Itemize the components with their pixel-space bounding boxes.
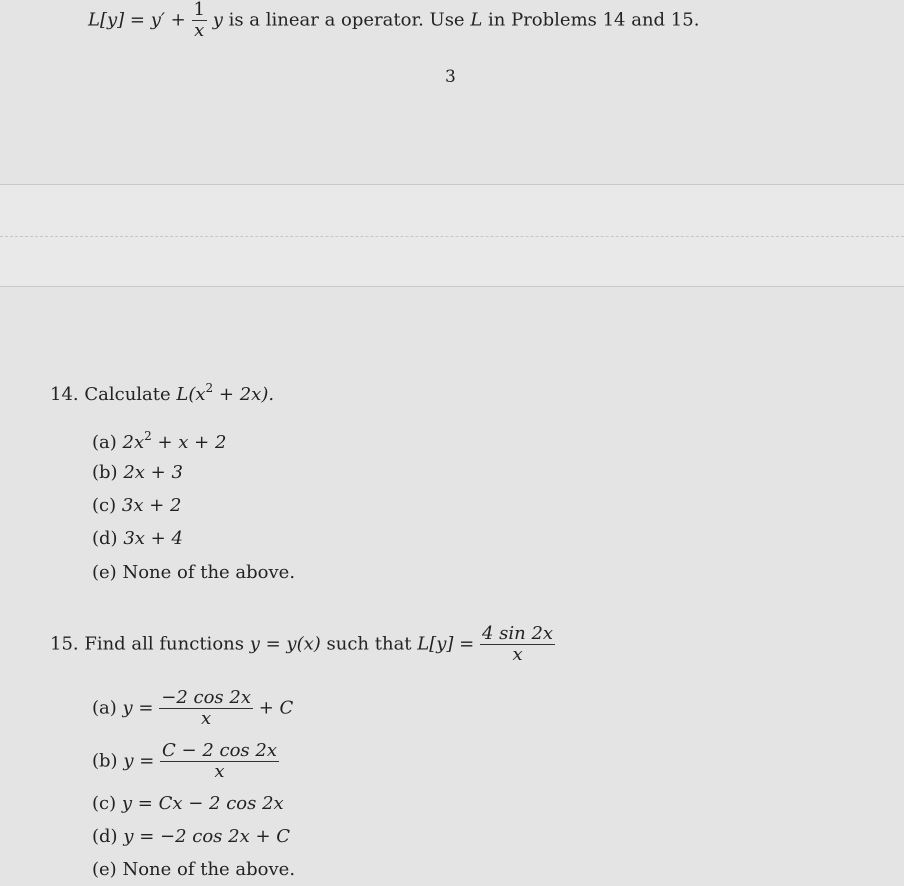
operator-text: is a linear a operator. Use (228, 9, 465, 31)
q15-frac-den: x (512, 643, 523, 665)
operator-L: L (470, 9, 483, 31)
q15-such-that: such that (326, 633, 412, 655)
page-number: 3 (445, 67, 456, 87)
q15-label: 15. Find all functions (50, 633, 244, 655)
q15-option-b[interactable]: (b) y = $\frac{C - 2 \cos 2x}{x}$ (92, 740, 277, 782)
q15-option-d[interactable]: (d) y = −2 cos 2x + C (92, 826, 291, 847)
q15-frac-num: 4 sin 2x (482, 623, 554, 644)
q15-fraction (480, 624, 555, 665)
fraction-numerator: 1 (193, 0, 205, 20)
operator-fraction (192, 0, 207, 41)
operator-definition (88, 0, 699, 41)
q14-option-c[interactable]: (c) 3x + 2 (92, 495, 182, 516)
q15-option-a[interactable]: (a) y = $\frac{-2 \cos 2x}{x}$ + C (92, 687, 294, 729)
q14-expr: L(x (176, 384, 206, 405)
q14-option-b[interactable]: (b) 2x + 3 (92, 462, 183, 483)
q15-math2: L[y] = (417, 633, 475, 655)
page-divider-dashed (0, 236, 904, 237)
page-divider-bottom (0, 286, 904, 287)
q14-option-d[interactable]: (d) 3x + 4 (92, 528, 183, 549)
q14-exponent: 2 (205, 381, 214, 395)
q14-label: 14. Calculate (50, 384, 171, 405)
fraction-denominator: x (194, 19, 205, 41)
q15-math1: y = y(x) (249, 633, 321, 655)
q14-option-e[interactable]: (e) None of the above. (92, 562, 296, 583)
q14-expr-end: + 2x). (218, 384, 275, 405)
q15-option-c[interactable]: (c) y = Cx − 2 cos 2x (92, 793, 284, 814)
question-15 (50, 624, 555, 665)
operator-lhs: L[y] = y′ + (88, 9, 186, 31)
page-divider-top (0, 184, 904, 185)
page-break (0, 184, 904, 286)
question-14 (50, 381, 274, 405)
operator-y: y (212, 9, 223, 31)
operator-text2: in Problems 14 and 15. (488, 9, 700, 31)
q14-option-a[interactable]: (a) $2x^2 + x + 2$ (92, 429, 227, 453)
q15-option-e[interactable]: (e) None of the above. (92, 859, 296, 880)
